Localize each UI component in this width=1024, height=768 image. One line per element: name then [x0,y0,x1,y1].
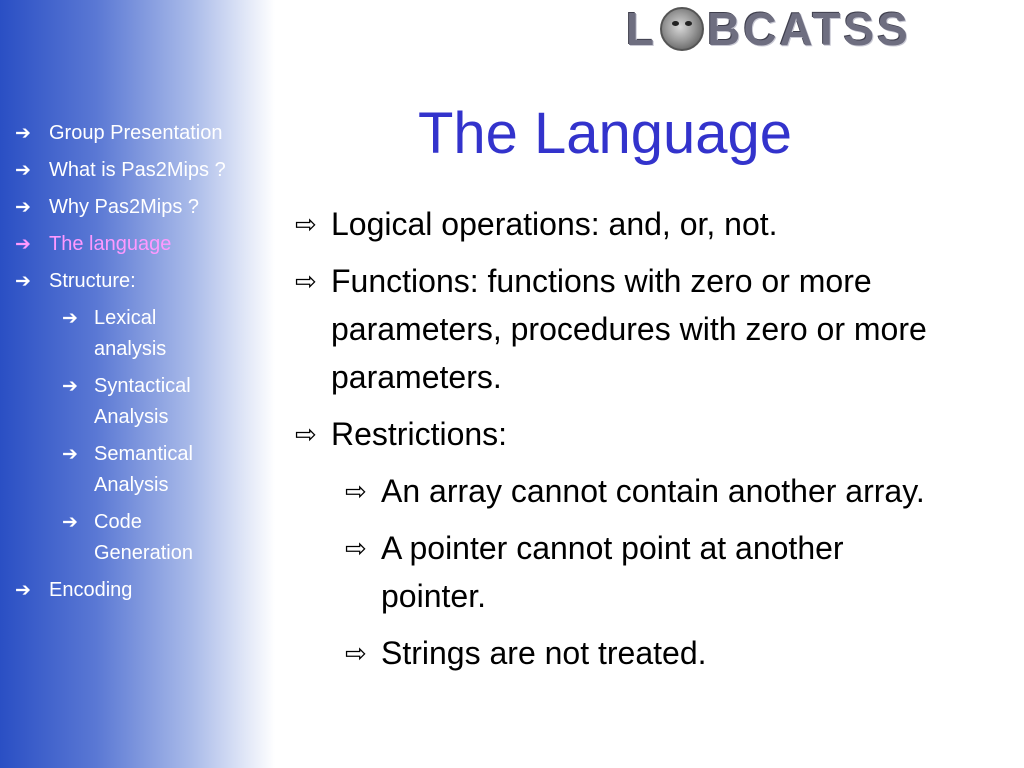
hollow-arrow-icon: ⇨ [295,209,317,239]
sidebar-item-structure[interactable] [0,266,259,297]
sidebar-item-syntactical-analysis[interactable] [0,371,234,433]
sidebar-item-why-pas2mips[interactable] [0,192,259,223]
hollow-arrow-icon: ⇨ [345,638,367,668]
logo-text-left: L [626,3,658,55]
bullet-text: Logical operations: and, or, not. [331,206,778,242]
sidebar-nav [0,118,275,612]
hollow-arrow-icon: ⇨ [295,266,317,296]
slide-title: The Language [417,101,793,166]
right-arrow-icon: ➔ [15,271,31,292]
bullet-item [295,200,935,248]
sidebar-item-label: Group Presentation [49,122,223,144]
bullet-text: Restrictions: [331,416,508,452]
slide-content [295,200,935,686]
sidebar-item-encoding[interactable] [0,575,259,606]
right-arrow-icon: ➔ [15,580,31,601]
bullet-text: A pointer cannot point at another pointer. [381,530,844,614]
logo-text-right: BCATSS [707,3,911,55]
sidebar-item-lexical-analysis[interactable] [0,303,234,365]
sidebar-item-code-generation[interactable] [0,507,234,569]
bullet-item [295,410,935,458]
hollow-arrow-icon: ⇨ [295,419,317,449]
bullet-item [295,257,935,401]
sub-bullet-item [295,629,935,677]
sidebar-item-label: Why Pas2Mips ? [49,196,200,218]
right-arrow-icon: ➔ [62,512,78,533]
right-arrow-icon: ➔ [15,160,31,181]
sidebar-item-label: Code Generation [94,511,193,564]
hollow-arrow-icon: ⇨ [345,533,367,563]
sidebar-item-label: Encoding [49,579,133,601]
sub-bullet-item [295,524,935,620]
sidebar-item-label: What is Pas2Mips ? [49,159,226,181]
bullet-text: Functions: functions with zero or more parameters, procedures with zero or more parameters. [331,263,927,395]
lobcatss-logo [626,4,986,54]
sidebar-item-label: Structure: [49,270,136,292]
sidebar-item-label: Lexical analysis [94,307,167,360]
right-arrow-icon: ➔ [62,376,78,397]
right-arrow-icon: ➔ [15,123,31,144]
sidebar-item-label: Semantical Analysis [94,443,193,496]
sub-bullet-item [295,467,935,515]
hollow-arrow-icon: ⇨ [345,476,367,506]
sidebar [0,0,275,768]
bullet-text: Strings are not treated. [381,635,707,671]
sidebar-item-label: Syntactical Analysis [94,375,191,428]
sidebar-item-semantical-analysis[interactable] [0,439,234,501]
sidebar-item-label: The language [49,233,172,255]
bobcat-icon [660,7,704,51]
bullet-text: An array cannot contain another array. [381,473,925,509]
right-arrow-icon: ➔ [62,444,78,465]
right-arrow-icon: ➔ [15,197,31,218]
sidebar-item-group-presentation[interactable] [0,118,259,149]
right-arrow-icon: ➔ [15,234,31,255]
sidebar-item-what-is-pas2mips[interactable] [0,155,259,186]
sidebar-item-the-language[interactable] [0,229,259,260]
right-arrow-icon: ➔ [62,308,78,329]
